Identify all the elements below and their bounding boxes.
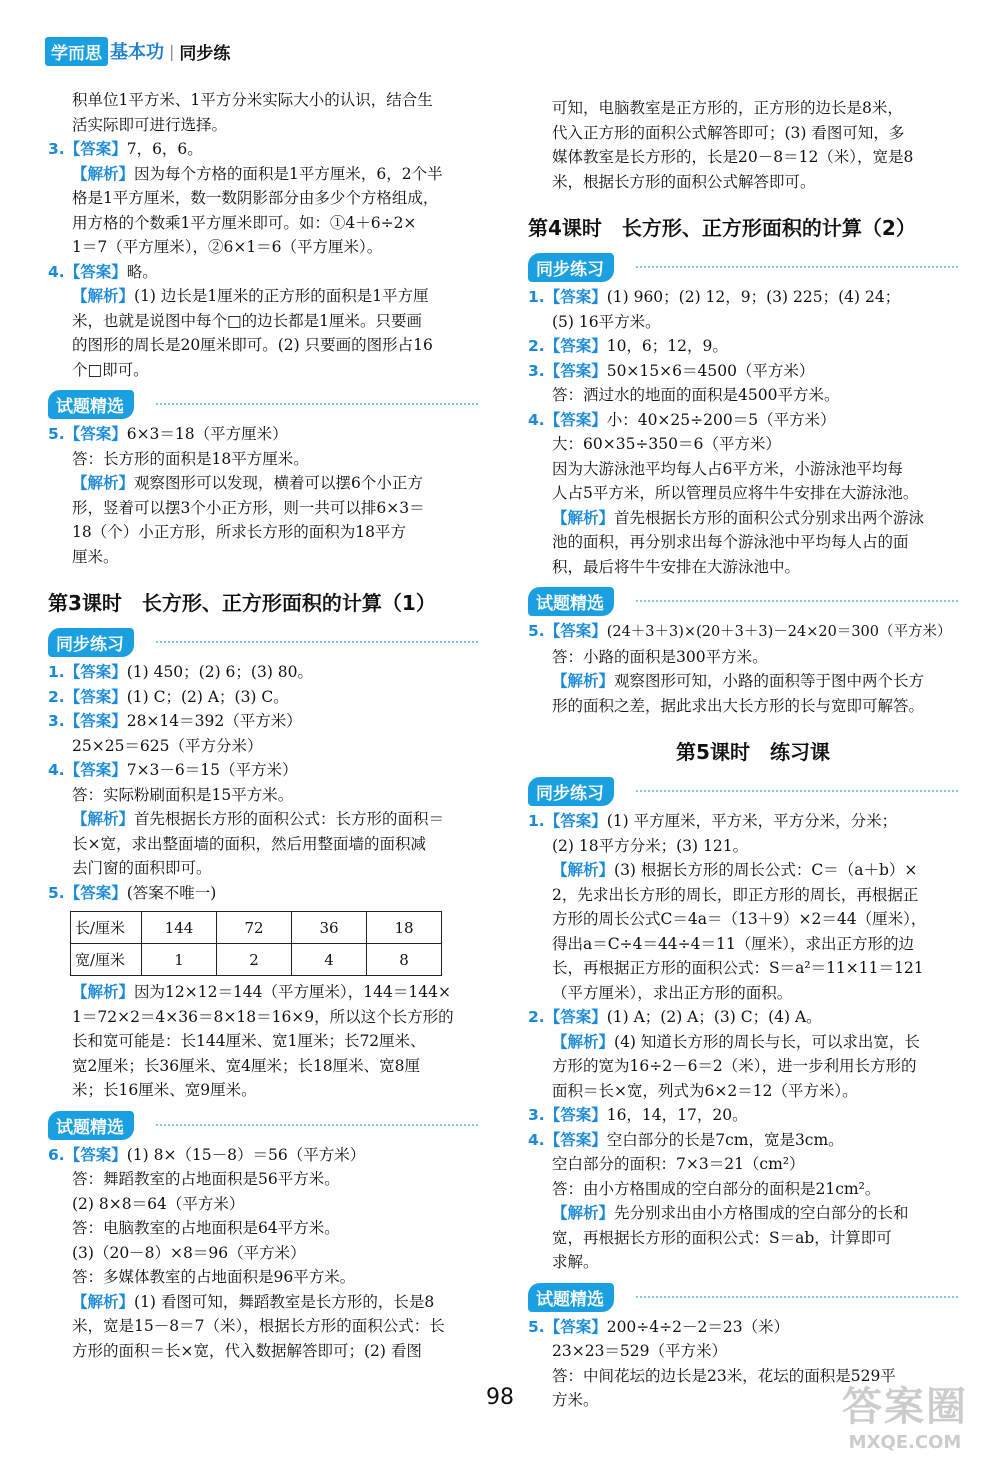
banner-label: 同步练习 xyxy=(528,253,614,282)
brand-logo: 学而思 xyxy=(45,37,108,66)
text-line: 答：实际粉刷面积是15平方米。 xyxy=(72,785,294,804)
text-line: 个□即可。 xyxy=(72,360,149,379)
table-cell: 4 xyxy=(292,944,367,976)
text-line: 厘米。 xyxy=(72,547,119,566)
text-line: 活实际即可进行选择。 xyxy=(72,115,228,134)
page-number: 98 xyxy=(486,1385,514,1410)
banner-label: 同步练习 xyxy=(48,628,134,657)
text-line: 宽2厘米；长36厘米、宽4厘米；长18厘米、宽8厘 xyxy=(72,1056,421,1075)
text-line: 长和宽可能是：长144厘米、宽1厘米；长72厘米、 xyxy=(72,1032,426,1050)
answer-label: 【答案】 xyxy=(544,1008,607,1026)
section-banner xyxy=(528,251,978,281)
answer-label: 【答案】 xyxy=(544,337,607,355)
answer-text: 6×3＝18（平方厘米） xyxy=(126,425,288,443)
analysis-text: 首先根据长方形的面积公式分别求出两个游泳 xyxy=(614,508,925,527)
text-line: 答：中间花坛的边长是23米，花坛的面积是529平 xyxy=(552,1366,896,1385)
question-number: 3. xyxy=(528,361,545,380)
text-line: 的图形的周长是20厘米即可。(2) 只要画的图形占16 xyxy=(72,336,433,354)
header-separator: | xyxy=(169,41,175,61)
answer-text: 7×3－6＝15（平方米） xyxy=(126,761,298,779)
answer-label: 【答案】 xyxy=(544,361,607,380)
text-line: 可知，电脑教室是正方形的，正方形的边长是8米， xyxy=(552,99,903,117)
analysis-label: 【解析】 xyxy=(72,983,135,1001)
answer-text: (1) 平方厘米，平方米，平方分米，分米； xyxy=(606,812,898,830)
analysis-label: 【解析】 xyxy=(552,861,615,879)
text-line: (3)（20－8）×8＝96（平方米） xyxy=(72,1243,306,1262)
table-cell: 36 xyxy=(292,912,367,944)
answer-text: (24＋3＋3)×(20＋3＋3)－24×20＝300（平方米） xyxy=(606,624,952,640)
text-line: 方形的面积＝长×宽，代入数据解答即可；(2) 看图 xyxy=(72,1341,422,1360)
question-number: 6. xyxy=(48,1145,65,1164)
answer-text: 小：40×25÷200＝5（平方米） xyxy=(606,410,836,429)
answer-text: (答案不唯一) xyxy=(126,883,217,902)
question-number: 1. xyxy=(528,812,545,830)
analysis-label: 【解析】 xyxy=(72,164,135,183)
text-line: 答：多媒体教室的占地面积是96平方米。 xyxy=(72,1268,356,1286)
text-line: 23×23＝529（平方米） xyxy=(552,1342,728,1360)
question-number: 2. xyxy=(528,337,545,355)
answer-label: 【答案】 xyxy=(64,262,127,281)
answer-label: 【答案】 xyxy=(64,1145,127,1164)
question-number: 5. xyxy=(48,883,65,902)
answer-label: 【答案】 xyxy=(544,1317,607,1336)
text-line: 方形的周长公式C＝4a＝（13＋9）×2＝44（厘米）， xyxy=(552,910,927,928)
analysis-label: 【解析】 xyxy=(72,287,135,305)
text-line: 答：电脑教室的占地面积是64平方米。 xyxy=(72,1219,340,1237)
text-line: 答：洒过水的地面的面积是4500平方米。 xyxy=(552,386,840,404)
question-number: 3. xyxy=(48,712,65,730)
banner-label: 试题精选 xyxy=(528,1283,614,1312)
text-line: 25×25＝625（平方分米） xyxy=(72,736,263,755)
watermark-url: MXQE.COM xyxy=(848,1432,962,1453)
answer-label: 【答案】 xyxy=(544,812,607,830)
answer-text: (1) C；(2) A；(3) C。 xyxy=(126,687,289,706)
answer-label: 【答案】 xyxy=(544,622,607,640)
analysis-text: (4) 知道长方形的周长与长，可以求出宽，长 xyxy=(614,1032,920,1051)
analysis-text: (1) 边长是1厘米的正方形的面积是1平方厘 xyxy=(134,287,429,305)
text-line: 用方格的个数乘1平方厘米即可。如：①4＋6÷2× xyxy=(72,213,417,232)
table-cell: 1 xyxy=(142,944,217,976)
analysis-text: 首先根据长方形的面积公式：长方形的面积＝ xyxy=(134,810,445,828)
section-banner xyxy=(528,1281,978,1311)
question-number: 5. xyxy=(528,1317,545,1336)
text-line: 米，宽是15－8＝7（米），根据长方形的面积公式：长 xyxy=(72,1317,445,1335)
section-banner xyxy=(48,626,498,656)
analysis-text: 观察图形可以发现，横着可以摆6个小正方 xyxy=(134,474,423,492)
text-line: 1＝7（平方厘米），②6×1＝6（平方厘米）。 xyxy=(72,238,383,256)
text-line: 积，最后将牛牛安排在大游泳池中。 xyxy=(552,557,801,576)
answer-label: 【答案】 xyxy=(544,288,607,306)
book-header xyxy=(45,38,230,64)
answer-text: (1) A；(2) A；(3) C；(4) A。 xyxy=(606,1008,822,1026)
answer-text: (1) 960；(2) 12，9；(3) 225；(4) 24； xyxy=(606,288,901,306)
table-cell: 72 xyxy=(217,912,292,944)
question-number: 2. xyxy=(528,1008,545,1026)
answer-label: 【答案】 xyxy=(64,883,127,902)
section-banner xyxy=(528,585,978,615)
answer-label: 【答案】 xyxy=(64,712,127,730)
text-line: 米；长16厘米、宽9厘米。 xyxy=(72,1081,257,1099)
text-line: 形的面积之差，据此求出大长方形的长与宽即可解答。 xyxy=(552,696,925,715)
text-line: 2，先求出长方形的周长，即正方形的周长，再根据正 xyxy=(552,885,919,904)
text-line: 方形的宽为16÷2－6＝2（米），进一步利用长方形的 xyxy=(552,1057,917,1075)
table-cell: 8 xyxy=(367,944,442,976)
text-line: 人占5平方米，所以管理员应将牛牛安排在大游泳池。 xyxy=(552,484,919,502)
watermark-title: 答案圈 xyxy=(842,1384,968,1430)
analysis-text: (3) 根据长方形的周长公式：C＝（a＋b）× xyxy=(614,861,918,879)
answer-text: (1) 8×（15－8）＝56（平方米） xyxy=(126,1145,366,1164)
left-column xyxy=(48,88,498,1363)
answer-text: 50×15×6＝4500（平方米） xyxy=(606,361,815,380)
answer-text: 200÷4÷2－2＝23（米） xyxy=(606,1317,790,1336)
answer-table xyxy=(70,911,442,976)
analysis-label: 【解析】 xyxy=(552,508,615,527)
text-line: 米，根据长方形的面积公式解答即可。 xyxy=(552,172,816,191)
section-banner xyxy=(48,388,498,418)
answer-text: 10，6；12，9。 xyxy=(606,337,728,355)
text-line: 18（个）小正方形，所求长方形的面积为18平方 xyxy=(72,523,406,541)
answer-text: 28×14＝392（平方米） xyxy=(126,712,302,730)
answer-label: 【答案】 xyxy=(64,761,127,779)
question-number: 4. xyxy=(528,1130,545,1149)
question-number: 5. xyxy=(528,622,545,640)
question-number: 5. xyxy=(48,425,65,443)
text-line: 米，也就是说图中每个□的边长都是1厘米。只要画 xyxy=(72,311,423,330)
lesson-title: 第5课时 练习课 xyxy=(676,740,830,764)
answer-label: 【答案】 xyxy=(64,140,127,158)
answer-label: 【答案】 xyxy=(544,1106,607,1124)
banner-label: 试题精选 xyxy=(528,587,614,616)
header-tag: 同步练 xyxy=(179,43,231,64)
answer-text: 空白部分的长是7cm，宽是3cm。 xyxy=(606,1130,844,1149)
answer-label: 【答案】 xyxy=(544,410,607,429)
question-number: 4. xyxy=(528,410,545,429)
banner-label: 同步练习 xyxy=(528,777,614,806)
answer-label: 【答案】 xyxy=(64,687,127,706)
analysis-text: 因为12×12＝144（平方厘米），144＝144× xyxy=(134,983,451,1001)
table-cell: 144 xyxy=(142,912,217,944)
answer-text: 7，6，6。 xyxy=(126,140,203,158)
text-line: 大：60×35÷350＝6（平方米） xyxy=(552,435,781,453)
answer-text: (1) 450；(2) 6；(3) 80。 xyxy=(126,663,314,681)
question-number: 1. xyxy=(528,288,545,306)
banner-label: 试题精选 xyxy=(48,390,134,419)
analysis-label: 【解析】 xyxy=(552,672,615,690)
text-line: 去门窗的面积即可。 xyxy=(72,859,212,877)
analysis-text: 先分别求出由小方格围成的空白部分的长和 xyxy=(614,1204,909,1222)
text-line: 面积＝长×宽，列式为6×2＝12（平方米）。 xyxy=(552,1081,858,1100)
answer-text: 略。 xyxy=(126,262,158,281)
text-line: 形，竖着可以摆3个小正方形，则一共可以排6×3＝ xyxy=(72,498,425,517)
table-cell: 宽/厘米 xyxy=(71,944,142,976)
table-row xyxy=(71,944,442,976)
text-line: 答：由小方格围成的空白部分的面积是21cm²。 xyxy=(552,1179,881,1198)
question-number: 4. xyxy=(48,761,65,779)
brand-series: 基本功 xyxy=(110,42,164,63)
lesson-title: 第4课时 长方形、正方形面积的计算（2） xyxy=(528,216,916,240)
text-line: （平方厘米），求出正方形的面积。 xyxy=(552,983,793,1002)
analysis-text: (1) 看图可知，舞蹈教室是长方形的，长是8 xyxy=(134,1292,435,1311)
answer-label: 【答案】 xyxy=(544,1130,607,1149)
question-number: 4. xyxy=(48,262,65,281)
analysis-text: 因为每个方格的面积是1平方厘米，6，2个半 xyxy=(134,164,443,183)
text-line: (5) 16平方米。 xyxy=(552,312,661,331)
text-line: 积单位1平方米、1平方分米实际大小的认识，结合生 xyxy=(72,91,433,109)
text-line: 答：小路的面积是300平方米。 xyxy=(552,647,768,666)
text-line: 长，再根据正方形的面积公式：S＝a²＝11×11＝121 xyxy=(552,959,924,977)
right-column xyxy=(528,96,978,1413)
text-line: 求解。 xyxy=(552,1253,599,1271)
analysis-label: 【解析】 xyxy=(552,1204,615,1222)
text-line: 长×宽，求出整面墙的面积，然后用整面墙的面积减 xyxy=(72,834,426,853)
text-line: 空白部分的面积：7×3＝21（cm²） xyxy=(552,1155,805,1173)
table-row xyxy=(71,912,442,944)
analysis-label: 【解析】 xyxy=(72,810,135,828)
text-line: 方米。 xyxy=(552,1391,599,1409)
text-line: 1＝72×2＝4×36＝8×18＝16×9，所以这个长方形的 xyxy=(72,1007,454,1026)
question-number: 3. xyxy=(528,1106,545,1124)
text-line: 宽，再根据长方形的面积公式：S＝ab，计算即可 xyxy=(552,1228,892,1247)
text-line: 得出a＝C÷4＝44÷4＝11（厘米），求出正方形的边 xyxy=(552,934,914,953)
section-banner xyxy=(48,1109,498,1139)
table-cell: 长/厘米 xyxy=(71,912,142,944)
analysis-label: 【解析】 xyxy=(72,1292,135,1311)
watermark xyxy=(842,1375,968,1453)
analysis-label: 【解析】 xyxy=(552,1032,615,1051)
text-line: 格是1平方厘米，数一数阴影部分由多少个方格组成， xyxy=(72,189,439,207)
text-line: 媒体教室是长方形的，长是20－8＝12（米），宽是8 xyxy=(552,148,914,166)
question-number: 2. xyxy=(48,687,65,706)
section-banner xyxy=(528,775,978,805)
analysis-text: 观察图形可知，小路的面积等于图中两个长方 xyxy=(614,672,925,690)
table-cell: 2 xyxy=(217,944,292,976)
question-number: 3. xyxy=(48,140,65,158)
text-line: (2) 8×8＝64（平方米） xyxy=(72,1194,245,1213)
text-line: 池的面积，再分别求出每个游泳池中平均每人占的面 xyxy=(552,533,909,551)
text-line: 答：长方形的面积是18平方厘米。 xyxy=(72,449,309,468)
lesson-title: 第3课时 长方形、正方形面积的计算（1） xyxy=(48,591,436,615)
answer-label: 【答案】 xyxy=(64,425,127,443)
analysis-label: 【解析】 xyxy=(72,474,135,492)
table-cell: 18 xyxy=(367,912,442,944)
answer-text: 16，14，17，20。 xyxy=(606,1106,748,1124)
text-line: 代入正方形的面积公式解答即可；(3) 看图可知，多 xyxy=(552,123,905,142)
banner-label: 试题精选 xyxy=(48,1111,134,1140)
question-number: 1. xyxy=(48,663,65,681)
text-line: 答：舞蹈教室的占地面积是56平方米。 xyxy=(72,1170,340,1188)
text-line: (2) 18平方分米；(3) 121。 xyxy=(552,836,749,855)
text-line: 因为大游泳池平均每人占6平方米，小游泳池平均每 xyxy=(552,459,903,478)
answer-label: 【答案】 xyxy=(64,663,127,681)
